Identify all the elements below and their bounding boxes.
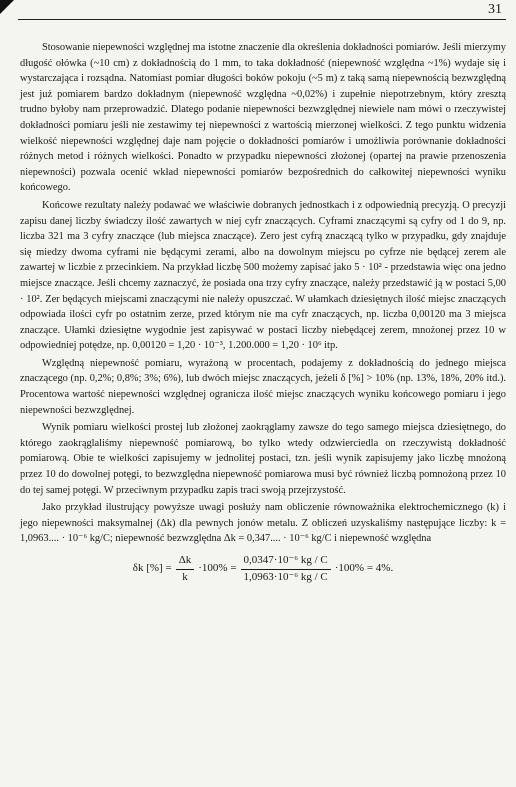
- formula-lhs: δk [%] =: [132, 562, 172, 575]
- formula-middle: ·100% =: [198, 562, 237, 575]
- formula-numeric-denominator: 1,0963·10⁻⁶ kg / C: [243, 570, 328, 583]
- paragraph-example: Jako przykład ilustrujący powyższe uwagi posłuży nam obliczenie równoważnika elektrochemicznego (k) i jego niepewności maksymalnej (Δk) dla pewnych jonów metalu. Z obliczeń uzyskaliśmy następujące liczby: k = 1,0963.... · 10⁻⁶ kg/C; niepewność bezwzględna Δk = 0,347.... · 10⁻⁶ kg/C i niepewność względna: [20, 502, 506, 545]
- header-rule: [18, 19, 506, 20]
- formula-result: ·100% = 4%.: [334, 562, 394, 575]
- formula-fraction-numerator: Δk: [176, 553, 195, 570]
- paragraph-significant-figures: Końcowe rezultaty należy podawać we właściwie dobranych jednostkach i z odpowiednią precyzją. O precyzji zapisu danej liczby świadczy ilość zawartych w niej cyfr znaczących. Cyframi znaczącymi są cyfry od 1 do 9, np. liczba 321 ma 3 cyfry znaczące (lub miejsca znaczące). Zero jest cyfrą znaczącą tylko w przypadku, gdy znajduje się miedzy dwoma cyframi nie będącymi zerami, albo na dowolnym miejscu po cyfrze nie będącej zerem ale zawartej w liczbie z przecinkiem. Na przykład liczbę 500 możemy zapisać jako 5 · 10² - przedstawia więc ona jedno miejsce znaczące. Jeśli chcemy zaznaczyć, że posiada ona trzy cyfry znaczące, należy przedstawić ją w postaci 5,00 · 10². Zer będących miejscami znaczącymi nie należy opuszczać. W ułamkach dziesiętnych ilość miejsc znaczących odpowiada ilości cyfr po ostatnim zerze, przed którym nie ma cyfr znaczących, np. liczba 0,00120 ma 3 miejsca znaczące. Ułamki dziesiętne wygodnie jest zapisywać w postaci liczby niebędącej zerem, mnożonej przez 10 w odpowiedniej potędze, np. 0,00120 = 1,20 · 10⁻³, 1.200.000 = 1,20 · 10⁶ itp.: [20, 199, 506, 352]
- page-number: 31: [488, 2, 502, 17]
- formula-fraction-symbolic: [176, 553, 195, 585]
- paragraph-rounding: Wynik pomiaru wielkości prostej lub złożonej zaokrąglamy zawsze do tego samego miejsca dziesiętnego, do którego zaokrąglaliśmy niepewność pomiarową, bo tylko wtedy odzwierciedla on rzeczywistą dokładność pomiarową. Obie te wielkości zapisujemy w jednolitej postaci, tzn. jeśli wynik zapisujemy jako liczbę mnożoną przez 10 do dowolnej potęgi, to bezwzględna niepewność pomiarowa musi być również liczbą pomnożoną przez 10 do tej samej potęgi. W przeciwnym przypadku zapis traci swoją przejrzystość.: [20, 422, 506, 496]
- paragraph-relative-uncertainty: Stosowanie niepewności względnej ma istotne znaczenie dla określenia dokładności pomiarów. Jeśli mierzymy długość ołówka (~10 cm) z dokładnością do 1 mm, to taka dokładność (niepewność względna ~1%) wydaje się i wystarczająca i rozsądna. Natomiast pomiar długości boków pokoju (~5 m) z taką samą niepewnością bezwzględną jest już pomiarem bardzo dokładnym (niepewność względna ~0,02%) i zupełnie niepotrzebnym, który zresztą trudno byłoby nam przeprowadzić. Dlatego podanie niepewności bezwzględnej niewiele nam mówi o rzeczywistej dokładności pomiaru jeśli nie zestawimy tej niepewności z wartością mierzonej wielkości. Z tego punktu widzenia wielkość niepewności względnej daje nam pojęcie o dokładności pomiarów i umożliwia porównanie dokładności różnych metod i różnych wielkości. Ponadto w przypadku niepewności złożonej (opartej na prawie przenoszenia niepewności) pozwala ocenić wkład niepewności pomiarów bezpośrednich do całkowitej niepewności wyniku końcowego.: [20, 42, 506, 194]
- page-body: [20, 40, 506, 585]
- relative-uncertainty-formula: [20, 553, 506, 585]
- formula-numeric-numerator: 0,0347·10⁻⁶ kg / C: [241, 553, 331, 570]
- paragraph-percent-uncertainty: Względną niepewność pomiaru, wyrażoną w procentach, podajemy z dokładnością do jednego miejsca znaczącego (np. 0,2%; 0,8%; 3%; 6%), lub dwóch miejsc znaczących, jeżeli δ [%] > 10% (np. 13%, 18%, 20% itd.). Procentowa wartość niepewności względnej ogranicza ilość miejsc znaczących wyniku końcowego pomiaru i jego niepewności bezwzględnej.: [20, 357, 506, 416]
- formula-fraction-numeric: [241, 553, 331, 585]
- page-corner-mark: [0, 0, 14, 14]
- formula-fraction-denominator: k: [182, 570, 188, 583]
